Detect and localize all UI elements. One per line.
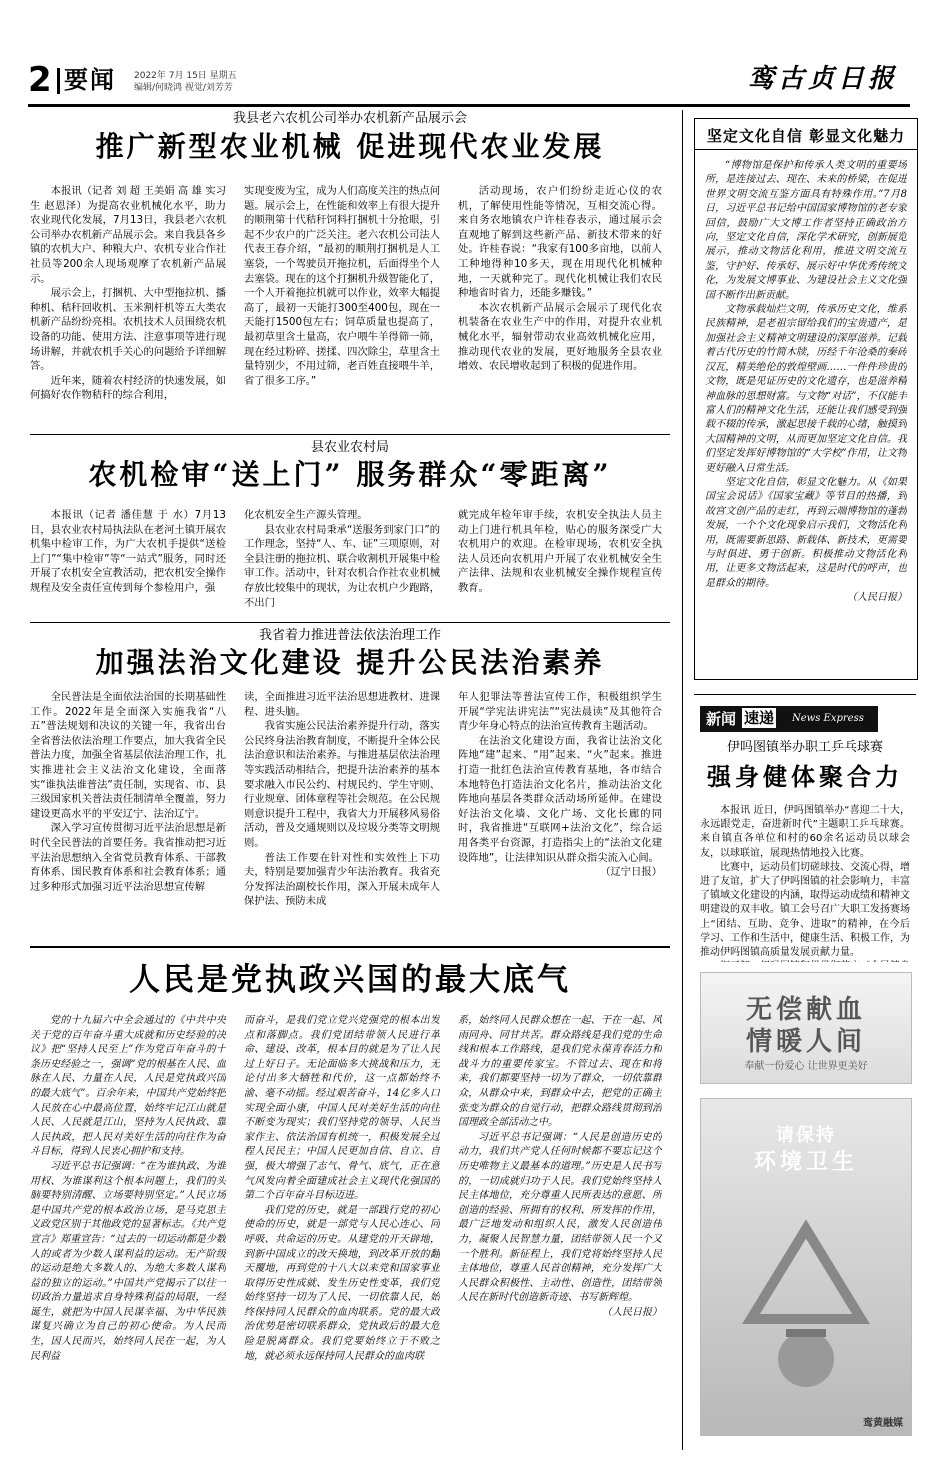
banner-label-english: News Express <box>792 713 864 724</box>
paragraph: 我们党的历史，就是一部践行党的初心使命的历史，就是一部党与人民心连心、同呼吸、共命运的历史。从建党的开天辟地，到新中国成立的改天换地，到改革开放的翻天覆地，再到党的十八大以来党和国家事业取得历史性成就、发生历史性变革，我们党始终坚持一切为了人民、一切依靠人民，始终保持同人民群众的血肉联系。党的最大政治优势是密切联系群众，党执政后的最大危险是脱离群众。我们党要始终立于不败之地，就必须永远保持同人民群众的血肉联 <box>244 1204 440 1362</box>
sidebar-commentary-box <box>694 118 918 680</box>
paragraph: 在法治文化建设方面，我省让法治文化阵地“建”起来、“用”起来、“火”起来。推进打造一批红色法治宣传教育基地，各市结合本地特色打造法治文化名片，推动法治文化阵地向基层各类群众活动场所延伸。在建设好法治文化墙、文化广场、文化长廊的同时，我省推进“互联网+法治文化”，综合运用各类平台资源，打造指尖上的“法治文化建设阵地”，让法律知识从群众指尖流入心间。 <box>458 734 662 864</box>
article3-column-1 <box>30 690 226 942</box>
article2-column-2 <box>244 508 440 616</box>
newspaper-logo: 鸾古贞日报 <box>747 64 898 94</box>
section-name: 要闻 <box>64 66 116 94</box>
paragraph: 习近平总书记强调：“在为谁执政、为谁用权、为谁谋利这个根本问题上，我们的头脑要特别清醒、立场要特别坚定。”人民立场是中国共产党的根本政治立场，是马克思主义政党区别于其他政党的显著标志。《共产党宣言》郑重宣告：“过去的一切运动都是少数人的或者为少数人谋利益的运动。无产阶级的运动是绝大多数人的、为绝大多数人谋利益的独立的运动。”中国共产党揭示了以往一切政治力量追求自身特殊利益的局限，一经诞生，就把为中国人民谋幸福、为中华民族谋复兴确立为自己的初心使命。为人民而生，因人民而兴，始终同人民在一起，为人民利益 <box>30 1160 226 1362</box>
masthead-rule <box>28 104 910 107</box>
ad-headline-2: 环境卫生 <box>753 1150 858 1175</box>
masthead <box>28 62 910 104</box>
paragraph: 深入学习宣传贯彻习近平法治思想是新时代全民普法的首要任务。我省推动把习近平法治思想纳入全省党员教育体系、干部教育体系、国民教育体系和社会教育体系；通过多种形式加强习近平法治思想宣传解 <box>30 822 226 893</box>
ad-headline-1: 无偿献血 <box>745 995 866 1025</box>
article3-kicker: 我省着力推进普法依法治理工作 <box>258 628 441 643</box>
article2-kicker: 县农业农村局 <box>310 440 389 455</box>
paragraph: 全民普法是全面依法治国的长期基础性工作。2022年是全面深入实施我省“八五”普法规划和决议的关键一年，我省出台全省普法依法治理工作要点，加大我省全民普法力度，加强全省基层依法治理工作，扎实推进社会主义法治文化建设，全面落实“谁执法谁普法”责任制，实现省、市、县三级国家机关普法责任制清单全覆盖，努力建设更高水平的平安辽宁、法治辽宁。 <box>30 691 226 820</box>
sidebar-source: （人民日报） <box>847 592 907 604</box>
article4-column-3 <box>458 1014 662 1444</box>
article4-column-1 <box>30 1014 226 1444</box>
paragraph: 本报讯（记者 刘 超 王美娟 高 雄 实习生 赵恩泽）为提高农业机械化水平，助力农业现代化发展，7月13日，我县老六农机公司举办农机新产品展示会。来自我县各乡镇的农机大户、种粮大户、农机专业合作社社员等200余人现场观摩了农机新产品展示。 <box>30 185 226 285</box>
divider <box>30 622 670 623</box>
paragraph: 化农机安全生产源头管理。 <box>244 509 368 521</box>
ad-headline-1: 请保持 <box>776 1125 836 1146</box>
blood-donation-ad <box>700 972 912 1084</box>
paragraph: 活动现场，农户们纷纷走近心仪的农机，了解使用性能等情况，互相交流心得。来自务农地镇农户许桂春表示，通过展示会直观地了解到这些新产品、新技术带来的好处。许桂春说：“我家有100多亩地，以前人工种地得种10多天，现在用现代化机械种地，一天就种完了。现代化机械让我们农民种地省时省力，还能多赚钱。” <box>458 185 662 300</box>
sidebar-title: 坚定文化自信 彰显文化魅力 <box>695 123 917 150</box>
article1-kicker: 我县老六农机公司举办农机新产品展示会 <box>232 111 467 126</box>
article2-headline: 农机检审“送上门” 服务群众“零距离” <box>88 458 612 491</box>
news-express-body <box>700 804 910 962</box>
banner-label-express: 速递 <box>744 709 775 727</box>
paragraph: 近年来，随着农村经济的快速发展，如何搞好农作物秸秆的综合利用， <box>30 374 226 402</box>
paragraph: 坚定文化自信，彰显文化魅力。从《如果国宝会说话》《国家宝藏》等节目的热播，到故宫文创产品的走红，再到云端博物馆的蓬勃发展，一个个文化现象启示我们，文物活化利用，既需要新思路、新载体、新技术，更需要与时俱进、勇于创新。积极推动文物活化利用，让更多文物活起来，这是时代的呼声，也是群众的期待。 <box>705 476 907 589</box>
column-separator <box>682 110 683 1450</box>
banner-label-news: 新闻 <box>706 710 737 728</box>
paragraph: 习近平总书记强调：“人民是创造历史的动力，我们共产党人任何时候都不要忘记这个历史唯物主义最基本的道理。”历史是人民书写的，一切成就归功于人民。我们党始终坚持人民主体地位，充分尊重人民所表达的意愿、所创造的经验、所拥有的权利、所发挥的作用，最广泛地发动和组织人民，激发人民创造伟力，凝聚人民智慧力量，团结带领人民一个又一个胜利。新征程上，我们党将始终坚持人民主体地位，尊重人民首创精神，充分发挥广大人民群众积极性、主动性、创造性，团结带领人民在新时代创造新奇迹、书写新辉煌。 <box>458 1131 662 1304</box>
article3-column-2 <box>244 690 440 942</box>
paragraph: 实现变废为宝，成为人们高度关注的热点问题。展示会上，在性能和效率上有很大提升的顺荆第十代秸秆饲料打捆机十分抢眼，引起不少农户的广泛关注。老六农机公司法人代表王春介绍，“最初的顺荆打捆机是人工塞袋，一个驾驶员开拖拉机，后面得坐个人去塞袋。现在的这个打捆机升级智能化了，一个人开着拖拉机就可以作业，效率大幅提高了，最初一天能打300至400包，现在一天能打1500包左右；饲草质量也提高了，最初草里含土量高，农户喂牛羊得筛一筛，现在经过粉碎、搓揉、四次除尘，草里含土量特别少，不用过筛，老百姓直接喂牛羊，省了很多工序。” <box>244 185 440 387</box>
page-number: 2 <box>28 60 52 100</box>
article2-column-3 <box>458 508 662 616</box>
paragraph: 而奋斗，是我们党立党兴党强党的根本出发点和落脚点。我们党团结带领人民进行革命、建设、改革，根本目的就是为了让人民过上好日子。无论面临多大挑战和压力，无论付出多大牺牲和代价，这一点都始终不渝、毫不动摇。经过艰苦奋斗，14亿多人口实现全面小康，中国人民对美好生活的向往不断变为现实；我们坚持党的领导、人民当家作主、依法治国有机统一，积极发展全过程人民民主；中国人民更加自信、自立、自强，极大增强了志气、骨气、底气，正在意气风发向着全面建成社会主义现代化强国的第二个百年奋斗目标迈进。 <box>244 1015 440 1202</box>
article3-headline: 加强法治文化建设 提升公民法治素养 <box>95 646 605 679</box>
news-express-kicker: 伊吗图镇举办职工乒乓球赛 <box>726 740 883 755</box>
article4-source: （人民日报） <box>602 1306 662 1318</box>
ad-footer-logo: 鸾黄融媒 <box>863 1418 903 1429</box>
article1-column-1 <box>30 184 226 430</box>
news-express-headline: 强身健体聚合力 <box>707 762 903 791</box>
paragraph: “博物馆是保护和传承人类文明的重要场所，是连接过去、现在、未来的桥梁，在促进世界文明交流互鉴方面具有特殊作用。”7月8日，习近平总书记给中国国家博物馆的老专家回信，鼓励广大文博工作者坚持正确政治方向，坚定文化自信，深化学术研究，创新展览展示，推动文物活化利用，推进文明交流互鉴，守护好、传承好、展示好中华优秀传统文化，为发展文博事业、为建设社会主义文化强国不断作出新贡献。 <box>705 160 907 301</box>
paragraph: 比赛中，运动员们切磋球技、交流心得，增进了友谊，扩大了伊吗图镇的社会影响力，丰富了镇域文化建设的内涵，取得运动成绩和精神文明建设的双丰收。镇工会号召广大职工发扬赛场上“团结、互助、竞争、进取”的精神，在今后学习、工作和生活中，健康生活、积极工作，为推动伊吗图镇高质量发展贡献力量。 <box>700 861 910 959</box>
editor-credits: 编辑/何晓鸿 视觉/刘芳芳 <box>134 83 233 93</box>
article1-column-3 <box>458 184 662 430</box>
paragraph: 我省实施公民法治素养提升行动，落实公民终身法治教育制度，不断提升全体公民法治意识和法治素养。与推进基层依法治理等实践活动相结合，把提升法治素养的基本要求融入市民公约、村规民约、学生守则、行业规章、团体章程等社会规范。在公民规则意识提升工程中，我省大力开展移风易俗活动，普及交通规则以及垃圾分类等文明规则。 <box>244 720 440 849</box>
paragraph: 年人犯罪法等普法宣传工作，积极组织学生开展“学宪法讲宪法”“宪法晨读”及其他符合青少年身心特点的法治宣传教育主题活动。 <box>458 691 662 733</box>
paragraph: 本次农机新产品展示会展示了现代化农机装备在农业生产中的作用，对提升农业机械化水平，辐射带动农业高效机械化应用，推动现代农业的发展，更好地服务全县农业增效、农民增收起到了积极的促进作用。 <box>458 301 662 373</box>
article4-column-2 <box>244 1014 440 1444</box>
paragraph: 普法工作要在针对性和实效性上下功夫，特别是要加强青少年法治教育。我省充分发挥法治副校长作用，深入开展未成年人保护法、预防未成 <box>244 851 440 908</box>
ad-slogan: 奉献一份爱心 让世界更美好 <box>744 1061 868 1072</box>
paragraph: 就完成年检年审手续，农机安全执法人员主动上门进行机具年检，贴心的服务深受广大农机用户的欢迎。在检审现场，农机安全执法人员还向农机用户开展了农业机械安全生产法律、法规和农业机械安全操作规程宣传教育。 <box>458 509 662 594</box>
paragraph: 文物承载灿烂文明，传承历史文化，维系民族精神，是老祖宗留给我们的宝贵遗产，是加强社会主义精神文明建设的深厚滋养。记载着古代历史的竹简木牍，历经千年沧桑的秦砖汉瓦，精美绝伦的敦煌壁画……一件件珍贵的文物，既是见证历史的文化遗存，也是滋养精神血脉的思想财富。与文物“对话”，不仅能丰富人们的精神文化生活，还能让我们感受到强载不辍的传承，激起思接千载的心绪，触摸到大国精神的文明，从而更加坚定文化自信。我们坚定发挥好博物馆的“大学校”作用，让文物更好融入日常生活。 <box>705 304 907 474</box>
divider <box>30 434 670 435</box>
paragraph: 读，全面推进习近平法治思想进教材、进课程、进头脑。 <box>244 691 440 718</box>
page-number-separator <box>57 68 60 94</box>
divider <box>694 694 916 695</box>
news-express-banner <box>700 706 878 732</box>
sanitation-ad <box>700 1098 912 1436</box>
paragraph: 本报讯（记者 潘佳慧 于 水）7月13日，县农业农村局执法队在老河土镇开展农机集中检审工作，为广大农机手提供“送检上门”“集中检审”等“一站式”服务，同时还开展了农机安全宣教活动，把农机安全操作规程及安全责任宣传到每个参检用户，强 <box>30 509 226 594</box>
paragraph: 党的十九届六中全会通过的《中共中央关于党的百年奋斗重大成就和历史经验的决议》把“坚持人民至上”作为党百年奋斗的十条历史经验之一，强调“党的根基在人民、血脉在人民、力量在人民，人民是党执政兴国的最大底气”。百余年来，中国共产党始终把人民放在心中最高位置，始终牢记江山就是人民、人民就是江山，坚持为人民执政、靠人民执政，把人民对美好生活的向往作为奋斗目标，得到人民衷心拥护和支持。 <box>30 1015 226 1158</box>
article4-headline: 人民是党执政兴国的最大底气 <box>129 962 571 998</box>
article1-headline: 推广新型农业机械 促进现代农业发展 <box>95 130 605 163</box>
divider <box>30 946 670 948</box>
paragraph: 本报讯 近日，伊吗图镇举办“喜迎二十大，永远跟党走，奋进新时代”主题职工乒乓球赛。来自镇直各单位和村的60余名运动员以球会友，以球联谊，展现热情地投入比赛。 <box>700 805 910 859</box>
sidebar-body <box>705 159 907 673</box>
article3-source: （辽宁日报） <box>600 866 662 879</box>
recycling-illustration-icon <box>731 1209 881 1399</box>
article2-column-1 <box>30 508 226 616</box>
paragraph: 系，始终同人民群众想在一起、干在一起、风雨同舟、同甘共苦。群众路线是我们党的生命线和根本工作路线，是我们党永葆青春活力和战斗力的重要传家宝。不管过去、现在和将来，我们都要坚持一切为了群众，一切依靠群众，从群众中来，到群众中去，把党的正确主张变为群众的自觉行动，把群众路线贯彻到治国理政全部活动之中。 <box>458 1015 662 1129</box>
paragraph: 展示会上，打捆机、大中型拖拉机、播种机、秸秆回收机、玉米割杆机等五大类农机新产品纷纷亮相。农机技术人员围绕农机设备的功能、使用方法、注意事项等进行现场讲解，并就农机手关心的问题给予详细解答。 <box>30 287 226 373</box>
paragraph: 县农业农村局秉承“送服务到家门口”的工作理念，坚持“人、车、证”三项原则，对全县注册的拖拉机、联合收割机开展集中检审工作。活动中，针对农机合作社农业机械存放比较集中的现状，为让农机户少跑路，不出门 <box>244 523 440 609</box>
article3-column-3 <box>458 690 662 942</box>
ad-headline-2: 情暖人间 <box>745 1027 866 1057</box>
issue-date: 2022年 7月 15日 星期五 <box>134 71 237 81</box>
paragraph <box>700 960 910 962</box>
article1-column-2 <box>244 184 440 430</box>
